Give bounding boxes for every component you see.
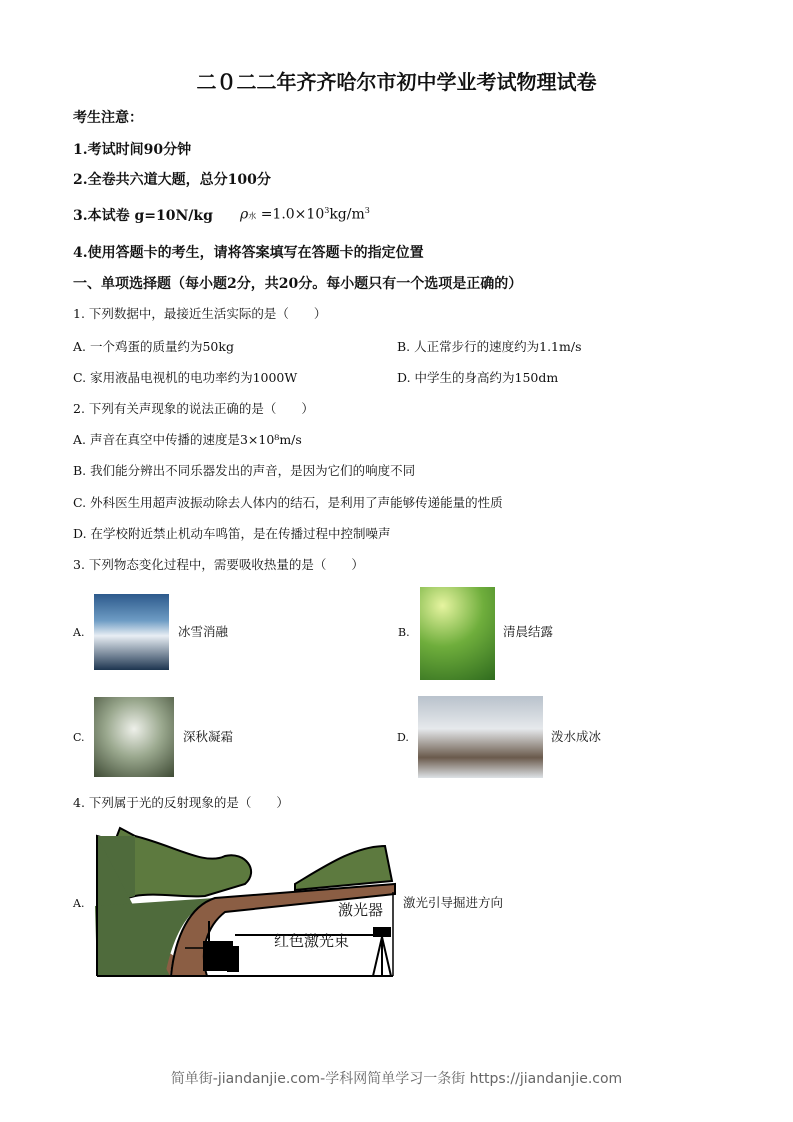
frost-image — [94, 697, 174, 777]
option-a-caption: 激光引导掘进方向 — [403, 895, 504, 910]
option-b-text: 清晨结露 — [503, 624, 554, 639]
option-d: D. 在学校附近禁止机动车鸣笛，是在传播过程中控制噪声 — [73, 526, 391, 541]
beam-label: 红色激光束 — [274, 932, 350, 950]
option-c: C. 家用液晶电视机的电功率约为1000W — [73, 370, 298, 385]
notice-item: 4.使用答题卡的考生，请将答案填写在答题卡的指定位置 — [73, 245, 424, 261]
notice-item: 3.本试卷 g=10N/kg — [73, 208, 213, 224]
option-c-letter: C. — [73, 731, 85, 744]
laser-label: 激光器 — [338, 901, 384, 919]
section-heading: 一、单项选择题（每小题2分，共20分。每小题只有一个选项是正确的） — [73, 276, 523, 292]
option-a: A. 声音在真空中传播的速度是3×10⁸m/s — [73, 432, 302, 447]
option-c: C. 外科医生用超声波振动除去人体内的结石，是利用了声能够传递能量的性质 — [73, 495, 503, 510]
option-b: B. 人正常步行的速度约为1.1m/s — [397, 339, 582, 354]
notice-heading: 考生注意： — [73, 110, 143, 126]
option-a-letter: A. — [73, 626, 85, 639]
option-d: D. 中学生的身高约为150dm — [397, 370, 559, 385]
page-title: 二０二二年齐齐哈尔市初中学业考试物理试卷 — [196, 70, 597, 94]
option-a-text: 冰雪消融 — [178, 624, 229, 639]
option-d-letter: D. — [397, 731, 409, 744]
question-1-stem: 1. 下列数据中，最接近生活实际的是（ ） — [73, 306, 327, 321]
melting-snow-image — [94, 594, 169, 670]
footer-watermark: 简单街-jiandanjie.com-学科网简单学习一条街 https://jiandanjie.com — [170, 1071, 623, 1087]
morning-dew-image — [420, 587, 495, 680]
notice-item: 1.考试时间90分钟 — [73, 142, 192, 158]
notice-item: 2.全卷共六道大题，总分100分 — [73, 172, 271, 188]
option-a-letter: A. — [73, 897, 85, 910]
option-b-letter: B. — [398, 626, 410, 639]
option-d-text: 泼水成冰 — [551, 729, 602, 744]
water-freezing-image — [418, 696, 543, 778]
option-b: B. 我们能分辨出不同乐器发出的声音，是因为它们的响度不同 — [73, 463, 416, 478]
option-a: A. 一个鸡蛋的质量约为50kg — [73, 339, 234, 354]
question-3-stem: 3. 下列物态变化过程中，需要吸收热量的是（ ） — [73, 557, 364, 572]
question-2-stem: 2. 下列有关声现象的说法正确的是（ ） — [73, 401, 314, 416]
option-c-text: 深秋凝霜 — [183, 729, 234, 744]
question-4-stem: 4. 下列属于光的反射现象的是（ ） — [73, 795, 289, 810]
water-density-formula: ρ水 $=1.0\times 10^3kg/m^3$ — [240, 206, 370, 223]
